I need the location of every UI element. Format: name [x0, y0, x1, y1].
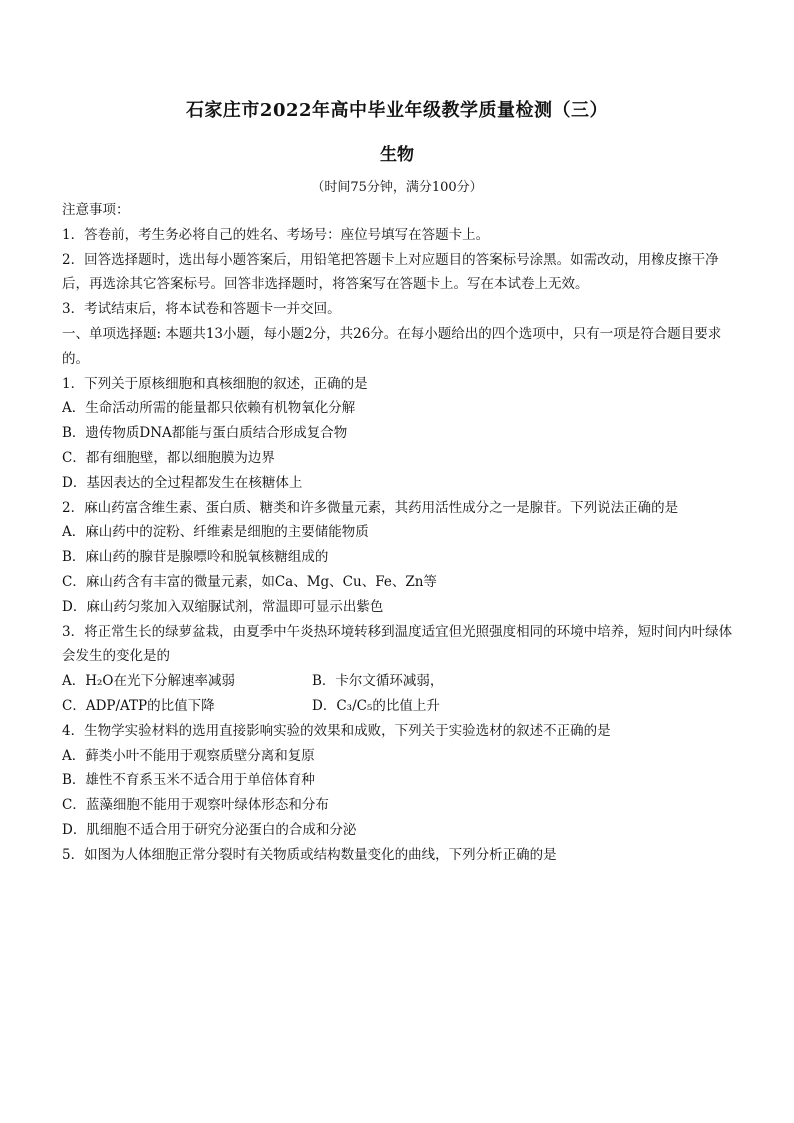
question-1-option-c: C．都有细胞壁，都以细胞膜为边界	[62, 449, 275, 466]
question-3-option-c: C．ADP/ATP的比值下降	[62, 697, 215, 714]
question-2-option-d: D．麻山药匀浆加入双缩脲试剂，常温即可显示出紫色	[62, 598, 384, 615]
notes-heading: 注意事项：	[62, 202, 130, 218]
note-item-2: 2．回答选择题时，选出每小题答案后，用铅笔把答题卡上对应题目的答案标号涂黑。如需改动，用橡皮擦干净后，再选涂其它答案标号。回答非选择题时，将答案写在答题卡上。写在本试卷上无效。	[62, 251, 719, 293]
question-2-option-a: A．麻山药中的淀粉、纤维素是细胞的主要储能物质	[62, 524, 369, 541]
question-3-stem: 3．将正常生长的绿萝盆栽，由夏季中午炎热环境转移到温度适宜但光照强度相同的环境中培养，短时间内叶绿体会发生的变化是的	[62, 623, 733, 665]
question-3-option-d: D．C₃/C₅的比值上升	[312, 697, 440, 714]
question-5-stem: 5．如图为人体细胞正常分裂时有关物质或结构数量变化的曲线，下列分析正确的是	[62, 846, 557, 863]
question-3-option-a: A．H₂O在光下分解速率减弱	[62, 673, 236, 690]
exam-content	[62, 198, 734, 868]
subject-title: 生物	[380, 145, 414, 165]
question-3-option-b: B．卡尔文循环减弱，	[312, 673, 444, 690]
question-4-option-a: A．藓类小叶不能用于观察质壁分离和复原	[62, 747, 315, 764]
note-item-1: 1．答卷前，考生务必将自己的姓名、考场号：座位号填写在答题卡上。	[62, 226, 490, 243]
question-4-stem: 4．生物学实验材料的选用直接影响实验的效果和成败，下列关于实验选材的叙述不正确的是	[62, 722, 611, 739]
question-3-options-row-1	[62, 669, 734, 694]
note-item-3: 3．考试结束后，将本试卷和答题卡一并交回。	[62, 301, 341, 318]
question-3-options-row-2	[62, 694, 734, 719]
question-4-option-d: D．肌细胞不适合用于研究分泌蛋白的合成和分泌	[62, 821, 357, 838]
question-4-option-c: C．蓝藻细胞不能用于观察叶绿体形态和分布	[62, 797, 329, 814]
exam-title: 石家庄市2022年高中毕业年级教学质量检测（三）	[185, 100, 609, 121]
section-heading: 一、单项选择题: 本题共13小题，每小题2分，共26分。在每小题给出的四个选项中，只有一项是符合题目要求的。	[62, 325, 722, 367]
question-4-option-b: B．雄性不育系玉米不适合用于单倍体育种	[62, 772, 315, 789]
question-2-stem: 2．麻山药富含维生素、蛋白质、糖类和许多微量元素，其药用活性成分之一是腺苷。下列说法正确的是	[62, 499, 679, 516]
question-1-option-b: B．遗传物质DNA都能与蛋白质结合形成复合物	[62, 425, 348, 442]
question-2-option-c: C．麻山药含有丰富的微量元素，如Ca、Mg、Cu、Fe、Zn等	[62, 573, 437, 590]
question-1-stem: 1．下列关于原核细胞和真核细胞的叙述，正确的是	[62, 375, 368, 392]
question-2-option-b: B．麻山药的腺苷是腺嘌呤和脱氧核糖组成的	[62, 549, 329, 566]
time-score-note: （时间75分钟，满分100分）	[311, 180, 483, 195]
question-1-option-a: A．生命活动所需的能量都只依赖有机物氧化分解	[62, 400, 356, 417]
question-1-option-d: D．基因表达的全过程都发生在核糖体上	[62, 474, 303, 491]
